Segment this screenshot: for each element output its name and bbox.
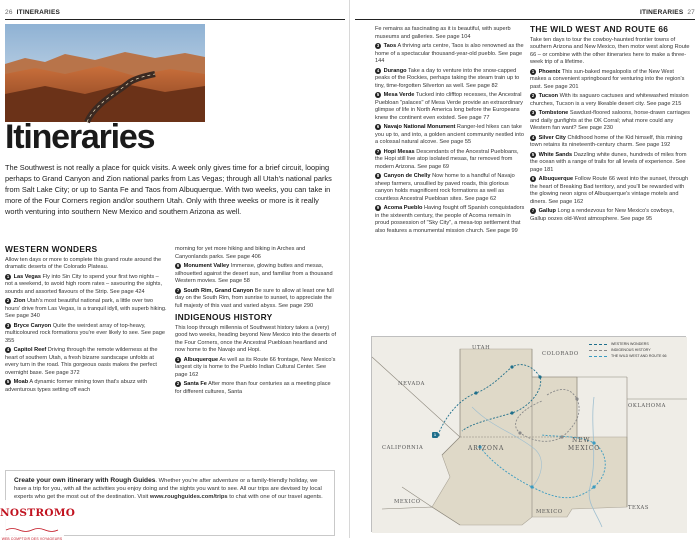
entry-number: 6 [531, 176, 535, 181]
indigenous-history-lead: This loop through millennia of Southwest history takes a (very) good two weeks, heading beyond New Mexico into the deserts of the Four Corners, once the Ancestral Puebloan heartland and now home to the Navajo and Hopi. [175, 324, 337, 353]
entry-number: 5 [376, 92, 380, 97]
wild-west-column [530, 26, 690, 225]
entry-number: 2 [176, 381, 180, 386]
entry-name: Tucson [538, 93, 559, 99]
entry-text: Long a rendezvous for New Mexico's cowboys, Gallup oozes old-West atmosphere. See page 95 [530, 208, 674, 222]
entry-text: Be sure to allow at least one full day on the South Rim, from sunrise to sunset, to appreciate the full majesty of this vast and varied abyss. See page 290 [175, 287, 334, 309]
entry-name: Durango [383, 67, 407, 74]
entry-name: Acoma Pueblo [383, 205, 423, 211]
entry-text: Childhood home of the Kid himself, this mining town retains its nineteenth-century charm. See page 192 [530, 134, 683, 148]
entry-name: Phoenix [538, 68, 561, 75]
entry-text: Dazzling white dunes, hundreds of miles from the ocean with a range of trails for all levels of experience. See page 181 [530, 151, 687, 173]
entry-name: Silver City [538, 134, 566, 141]
entry-text: A thriving arts centre, Taos is also renowned as the home of a spectacular thousand-year-old pueblo. See page 144 [375, 43, 524, 64]
entry-name: Zion [13, 298, 26, 304]
entry-name: Capitol Reef [13, 347, 47, 353]
map-label-colorado: COLORADO [542, 351, 579, 357]
entry-text: Tucked into clifftop recesses, the Ancestral Puebloan "palaces" of Mesa Verde provide an extraordinary glimpse of life in North America long before the Europeans knew the continent even existed. See page 77 [375, 92, 523, 121]
entry-number: 9 [376, 205, 380, 210]
map-marker-las-vegas: 1 [434, 433, 436, 437]
itinerary-entry [5, 379, 168, 394]
entry-name: Las Vegas [13, 273, 41, 280]
itinerary-entry [375, 43, 525, 66]
right-header-rule [355, 19, 695, 20]
entry-name: Taos [383, 43, 397, 49]
legend-line-icon [589, 350, 607, 351]
entry-name: Monument Valley [183, 263, 230, 269]
entry-text: Descendants of the Ancestral Puebloans, the Hopi still live atop isolated mesas, far removed from modern Arizona. See page 69 [375, 148, 519, 170]
left-page-number: 26 [5, 9, 13, 16]
entry-text: As well as its Route 66 frontage, New Mexico's largest city is home to the Pueblo Indian Cultural Center. See page 162 [175, 356, 336, 378]
entry-number: 4 [6, 347, 10, 352]
indigenous-history-heading: INDIGENOUS HISTORY [175, 312, 273, 322]
itinerary-entry [530, 152, 690, 175]
entry-name: Bryce Canyon [13, 322, 52, 329]
entry-text: Fly into Sin City to spend your first two nights – not a weekend, to avoid high room rates – savouring the sights, sounds and assorted flavours of the Strip. See page 424 [5, 273, 163, 295]
entry-number: 8 [376, 173, 380, 178]
itinerary-entry [5, 347, 168, 377]
itinerary-map [371, 336, 686, 532]
entry-number: 3 [531, 110, 535, 115]
entry-text: Quite the weirdest array of top-heavy, multicoloured rock formations you're ever likely to see. See page 355 [5, 322, 165, 344]
legend-line-icon [589, 356, 607, 357]
entry-name: Gallup [538, 208, 556, 214]
intro-paragraph: The Southwest is not really a place for quick visits. A week only gives time for a brief circuit, looping perhaps to Grand Canyon and Zion national parks from Las Vegas; through all Utah's national parks from Salt Lake City; or up to Santa Fe and Taos from Albuquerque. With two weeks, you can take in more of the Four Corners region and/or southern Utah. Only with three weeks or more is it really worth venturing into southern New Mexico and southern Arizona as well. [5, 163, 332, 216]
entry-number: 6 [176, 263, 180, 268]
itinerary-entry [530, 110, 690, 133]
entry-name: White Sands [538, 151, 573, 158]
entry-text: After more than four centuries as a meeting place for different cultures, Santa [175, 381, 331, 395]
map-label-new-mexico-line2: MEXICO [568, 445, 601, 452]
itinerary-entry [530, 208, 690, 223]
entry-number: 5 [531, 151, 535, 157]
entry-name: Santa Fe [183, 381, 207, 387]
left-header-rule [5, 19, 345, 20]
legend-line-icon [589, 344, 607, 345]
itinerary-entry [375, 149, 525, 172]
itinerary-entry [5, 298, 168, 321]
entry-number: 5 [6, 379, 10, 384]
right-page-number: 27 [687, 9, 695, 16]
itinerary-entry [375, 173, 525, 203]
wild-west-heading: THE WILD WEST AND ROUTE 66 [530, 24, 669, 34]
itinerary-entry [175, 288, 338, 311]
entry-number: 2 [6, 298, 10, 303]
itinerary-entry [530, 93, 690, 108]
map-legend [589, 341, 681, 359]
itinerary-entry [175, 263, 338, 286]
itinerary-entry [375, 205, 525, 235]
western-wonders-heading: WESTERN WONDERS [5, 244, 98, 254]
indigenous-history-continued-column [375, 26, 525, 237]
entry-number: 2 [531, 93, 535, 98]
western-wonders-continuation: morning for yet more hiking and biking in Arches and Canyonlands parks. See page 406 [175, 246, 306, 260]
entry-number: 6 [376, 124, 380, 129]
hero-photo-canyon [5, 24, 205, 122]
entry-name: Mesa Verde [383, 92, 415, 98]
entry-text: Take a day to venture into the snow-capped peaks of the Rockies, perhaps taking the steam train up to tiny, time-forgotten Silverton as well. See page 82 [375, 67, 520, 89]
left-second-column [175, 246, 338, 398]
entry-number: 7 [531, 208, 535, 213]
map-label-texas: TEXAS [628, 505, 650, 511]
promo-headline: Create your own itinerary with Rough Guides [14, 477, 156, 484]
entry-name: Albuquerque [183, 356, 219, 363]
map-label-mexico-south: MEXICO [536, 509, 563, 515]
wild-west-lead: Take ten days to tour the cowboy-haunted frontier towns of southern Arizona and New Mexico, then motor west along Route 66 – or combine with the other itineraries here to make a three-week trip of a lifetime. [530, 36, 690, 65]
right-running-head [640, 9, 695, 16]
logo-name: NOSTROMO [0, 507, 76, 519]
legend-item [589, 353, 681, 359]
entry-number: 1 [176, 356, 180, 362]
promo-text: . Whether you're after adventure or a family-friendly holiday, we have a trip for you, with all the activities you enjoy doing and the sights you want to see. All our trips are devised by local experts who get the most out of the destination. Visit [14, 478, 322, 500]
entry-text: Utah's most beautiful national park, a little over two hours' drive from Las Vegas, is a tranquil idyll, with superb hiking. See page 340 [5, 298, 167, 319]
entry-text: Follow Route 66 west into the sunset, through the heart of Breaking Bad territory, and you'll be rewarded with the glowing neon signs of Albuquerque's vintage motels and diners. See page 162 [530, 176, 689, 205]
entry-name: Albuquerque [538, 176, 574, 182]
entry-text: Driving through the remote wilderness at the heart of southern Utah, a fresh bizarre sandscape unfolds at every turn in the road. This gorgeous oasis makes the perfect overnight base. See page 372 [5, 347, 158, 376]
promo-text-end: to chat with one of our travel agents. [227, 494, 323, 500]
entry-name: Moab [13, 379, 29, 385]
itinerary-entry [5, 274, 168, 297]
itinerary-entry [175, 357, 338, 380]
entry-name: South Rim, Grand Canyon [183, 287, 254, 294]
entry-number: 7 [376, 148, 380, 154]
entry-name: Tombstone [538, 110, 569, 116]
entry-text: This sun-baked megalopolis of the New West makes a convenient springboard for venturing into the region's past. See page 201 [530, 68, 685, 90]
itinerary-entry [175, 381, 338, 396]
map-label-oklahoma: OKLAHOMA [628, 403, 666, 409]
map-label-arizona: ARIZONA [468, 445, 505, 452]
promo-link[interactable]: www.roughguides.com/trips [149, 494, 228, 500]
entry-number: 1 [6, 273, 10, 279]
entry-text: A dynamic former mining town that's abuzz with adventurous types setting off each [5, 379, 148, 393]
left-running-head-text: ITINERARIES [16, 9, 61, 16]
western-wonders-lead: Allow ten days or more to complete this grand route around the dramatic deserts of the Colorado Plateau. [5, 256, 162, 270]
entry-text: With its saguaro cactuses and whitewashed mission churches, Tucson is a very likeable desert city. See page 215 [530, 93, 689, 107]
itinerary-entry [530, 176, 690, 206]
entry-name: Navajo National Monument [383, 124, 456, 130]
entry-text: Immense, glowing buttes and mesas, silhouetted against the desert sun, and familiar from a thousand Western movies. See page 58 [175, 263, 333, 284]
map-label-california: CALIFORNIA [382, 445, 424, 451]
map-label-mexico-west: MEXICO [394, 499, 421, 505]
map-label-new-mexico-line1: NEW [572, 437, 591, 444]
entry-number: 1 [531, 68, 535, 74]
legend-label: THE WILD WEST AND ROUTE 66 [611, 354, 667, 358]
entry-number: 4 [376, 67, 380, 73]
western-wonders-column [5, 246, 168, 396]
itinerary-entry [375, 92, 525, 122]
nostromo-logo [0, 500, 76, 541]
entry-text: Now home to a handful of Navajo sheep farmers, unsullied by paved roads, this glorious canyon holds magnificent rock formations as well as countless Ancestral Puebloan sites. See page 62 [375, 173, 515, 202]
logo-wave-icon [6, 527, 58, 532]
left-running-head [5, 9, 60, 16]
itinerary-entry [375, 124, 525, 147]
entry-text: Having fought off Spanish conquistadors in the sixteenth century, the people of Acoma remain in proud possession of "Sky City", a mesa-top settlement that also features a monumental mission church. See page 99 [375, 205, 525, 234]
entry-name: Hopi Mesas [383, 148, 415, 155]
legend-label: INDIGENOUS HISTORY [611, 348, 651, 352]
logo-tagline: WEB COMPTOIR DES VOYAGEURS [1, 537, 63, 541]
entry-number: 3 [6, 322, 10, 328]
itinerary-entry [530, 69, 690, 92]
entry-number: 3 [376, 43, 380, 48]
entry-text: Sawdust-floored saloons, horse-drawn carriages and daily gunfights at the OK Corral; what more could any Western fan want? See page 230 [530, 110, 690, 131]
entry-number: 4 [531, 134, 535, 140]
right-running-head-text: ITINERARIES [639, 9, 684, 16]
entry-text: Ranger-led hikes can take you up to, and into, a golden ancient community nestled into a colossal natural alcove. See page 55 [375, 124, 524, 145]
itinerary-entry [530, 135, 690, 150]
santa-fe-continuation: Fe remains as fascinating as it is beautiful, with superb museums and galleries. See page 104 [375, 26, 511, 40]
map-label-utah: UTAH [472, 345, 491, 351]
entry-name: Canyon de Chelly [383, 173, 431, 179]
itinerary-entry [375, 68, 525, 91]
page-title: Itineraries [5, 118, 155, 156]
itinerary-entry [5, 323, 168, 346]
entry-number: 7 [176, 287, 180, 293]
legend-label: WESTERN WONDERS [611, 342, 649, 346]
map-label-nevada: NEVADA [398, 381, 425, 387]
